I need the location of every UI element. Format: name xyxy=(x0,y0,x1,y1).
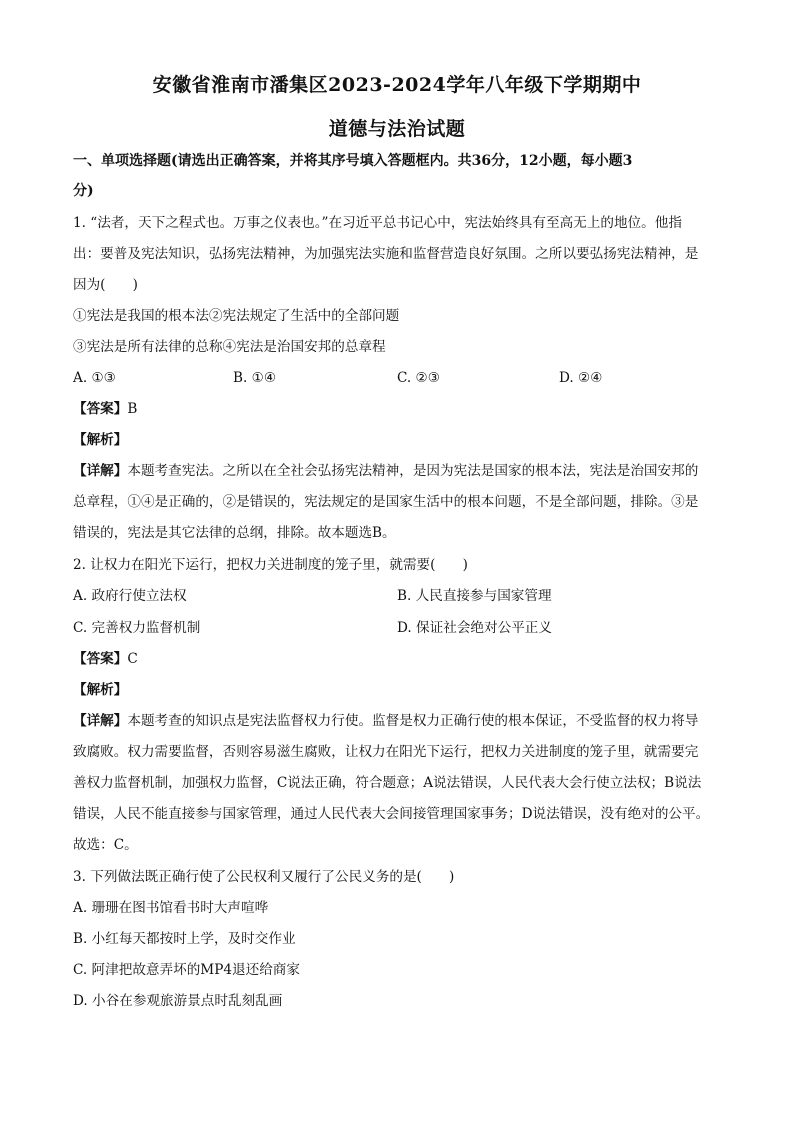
q2-detail-line4: 错误，人民不能直接参与国家管理，通过人民代表大会间接管理国家事务；D说法错误，没有绝对的公平。 xyxy=(73,806,710,822)
q2-option-a: A. 政府行使立法权 xyxy=(73,588,187,604)
q1-option-c: C. ②③ xyxy=(397,370,440,386)
q2-analysis xyxy=(73,681,733,699)
q1-analysis-tag: 【解析】 xyxy=(73,432,128,448)
q1-answer-tag: 【答案】 xyxy=(73,401,128,417)
q1-statements-1-2: ①宪法是我国的根本法②宪法规定了生活中的全部问题 xyxy=(73,308,400,324)
q2-detail-line5: 故选：C。 xyxy=(73,837,138,853)
q3-option-b: B. 小红每天都按时上学，及时交作业 xyxy=(73,931,296,947)
q1-detail-line2: 总章程，①④是正确的，②是错误的，宪法规定的是国家生活中的根本问题，不是全部问题，排除。③是 xyxy=(73,494,699,510)
q2-option-c: C. 完善权力监督机制 xyxy=(73,620,201,636)
section-heading-line1: 一、单项选择题(请选出正确答案，并将其序号填入答题框内。共36分，12小题，每小题3 xyxy=(73,153,633,169)
q2-detail-line3: 善权力监督机制，加强权力监督，C说法正确，符合题意；A说法错误，人民代表大会行使立法权；B说法 xyxy=(73,775,702,791)
q1-detail-line1 xyxy=(73,462,733,480)
q1-option-a: A. ①③ xyxy=(73,370,116,386)
q1-detail-text1: 本题考查宪法。之所以在全社会弘扬宪法精神，是因为宪法是国家的根本法，宪法是治国安邦的 xyxy=(127,463,699,479)
q1-stem-line3: 因为( ) xyxy=(73,277,138,293)
document-title: 安徽省淮南市潘集区2023-2024学年八年级下学期期中 xyxy=(152,74,642,96)
q2-option-b: B. 人民直接参与国家管理 xyxy=(397,588,552,604)
q2-detail-tag: 【详解】 xyxy=(73,713,128,729)
q1-answer-value: B xyxy=(127,401,138,417)
q2-answer-value: C xyxy=(127,651,138,667)
q2-detail-line2: 致腐败。权力需要监督，否则容易滋生腐败，让权力在阳光下运行，把权力关进制度的笼子里，就需要完 xyxy=(73,744,699,760)
document-subtitle: 道德与法治试题 xyxy=(328,118,466,140)
q2-answer xyxy=(73,650,733,668)
q3-option-d: D. 小谷在参观旅游景点时乱刻乱画 xyxy=(73,993,283,1009)
q1-statements-3-4: ③宪法是所有法律的总称④宪法是治国安邦的总章程 xyxy=(73,339,386,355)
q2-stem: 2. 让权力在阳光下运行，把权力关进制度的笼子里，就需要( ) xyxy=(73,557,468,573)
q3-stem: 3. 下列做法既正确行使了公民权利又履行了公民义务的是( ) xyxy=(73,869,455,885)
q2-answer-tag: 【答案】 xyxy=(73,651,128,667)
q3-option-c: C. 阿津把故意弄坏的MP4退还给商家 xyxy=(73,962,300,978)
q1-stem-line2: 出：要普及宪法知识，弘扬宪法精神，为加强宪法实施和监督营造良好氛围。之所以要弘扬宪法精神，是 xyxy=(73,246,699,262)
q3-option-a: A. 珊珊在图书馆看书时大声喧哗 xyxy=(73,900,269,916)
section-heading-line2: 分) xyxy=(73,183,94,199)
q1-detail-line3: 错误的，宪法是其它法律的总纲，排除。故本题选B。 xyxy=(73,525,396,541)
q2-analysis-tag: 【解析】 xyxy=(73,682,128,698)
q2-detail-text1: 本题考查的知识点是宪法监督权力行使。监督是权力正确行使的根本保证，不受监督的权力将导 xyxy=(127,713,699,729)
q2-detail-line1 xyxy=(73,712,733,730)
q1-option-b: B. ①④ xyxy=(233,370,277,386)
q1-detail-tag: 【详解】 xyxy=(73,463,128,479)
q1-analysis xyxy=(73,431,733,449)
q2-option-d: D. 保证社会绝对公平正义 xyxy=(397,620,552,636)
q1-answer xyxy=(73,400,733,418)
q1-option-d: D. ②④ xyxy=(559,370,603,386)
q1-stem-line1: 1. “法者，天下之程式也。万事之仪表也。”在习近平总书记心中，宪法始终具有至高无上的地位。他指 xyxy=(73,215,682,231)
